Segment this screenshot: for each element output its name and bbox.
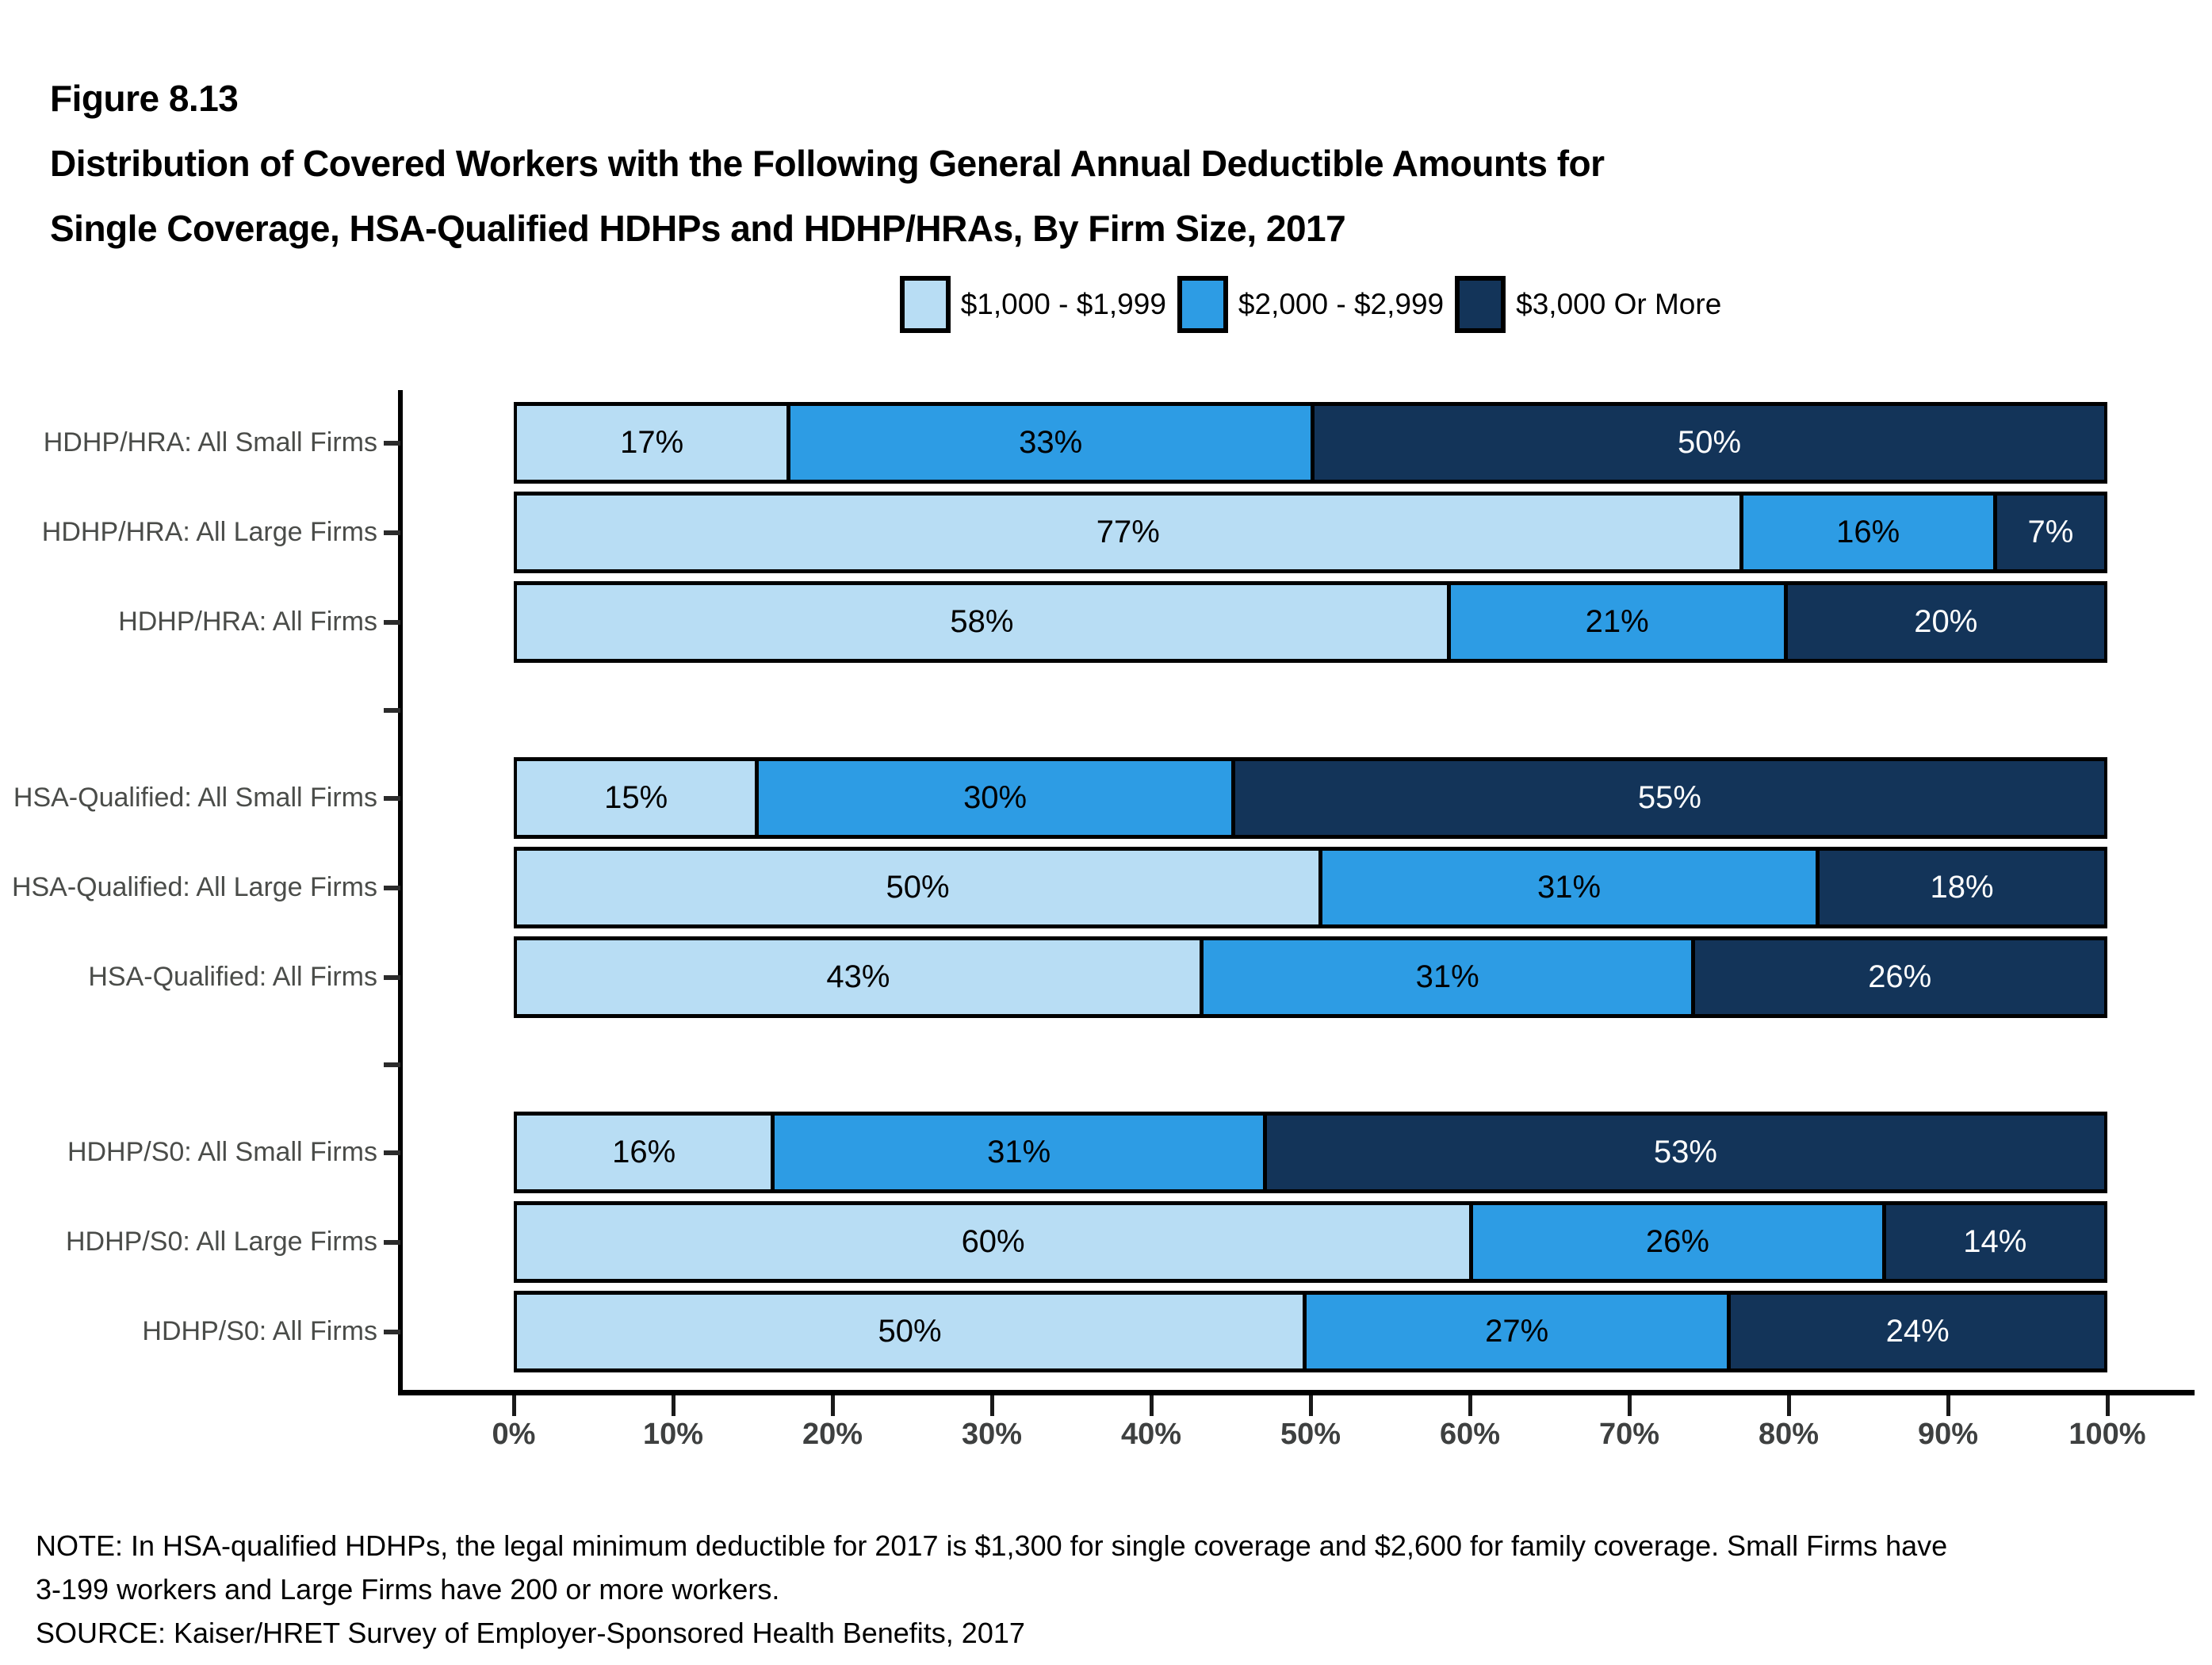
x-axis-tick: [672, 1395, 675, 1416]
segment-value-label: 18%: [1930, 870, 1994, 905]
bar-segment: [517, 406, 786, 480]
y-axis-tick: [384, 1240, 400, 1245]
segment-value-label: 30%: [963, 780, 1028, 815]
segment-value-label: 31%: [1415, 959, 1479, 994]
segment-value-label: 20%: [1914, 604, 1978, 639]
bar-segment: [1263, 1116, 2104, 1189]
x-axis-tick-label: 70%: [1598, 1418, 1660, 1451]
y-axis-gap-tick: [384, 1062, 400, 1067]
row-label: HSA-Qualified: All Firms: [88, 962, 377, 992]
segment-value-label: 24%: [1885, 1314, 1950, 1349]
bar-segment: [517, 1116, 771, 1189]
segment-value-label: 31%: [1537, 870, 1602, 905]
x-axis-tick: [1628, 1395, 1632, 1416]
stacked-bar: [514, 1201, 2107, 1283]
stacked-bar: [514, 1112, 2107, 1193]
figure-number: Figure 8.13: [50, 78, 239, 119]
bar-segment: [755, 761, 1231, 835]
segment-value-label: 31%: [987, 1135, 1051, 1169]
x-axis-tick: [831, 1395, 835, 1416]
y-axis-tick: [384, 620, 400, 625]
stacked-bar: [514, 847, 2107, 928]
x-axis-tick: [1468, 1395, 1472, 1416]
y-axis-tick: [384, 530, 400, 535]
segment-value-label: 50%: [886, 870, 950, 905]
segment-value-label: 50%: [878, 1314, 942, 1349]
segment-value-label: 58%: [950, 604, 1014, 639]
bar-segment: [1816, 851, 2104, 924]
bar-segment: [786, 406, 1311, 480]
legend-label: $2,000 - $2,999: [1238, 288, 1445, 320]
notes-block: [36, 1524, 1947, 1655]
y-axis-tick: [384, 886, 400, 890]
bar-segment: [1727, 1295, 2104, 1368]
segment-value-label: 17%: [620, 425, 684, 460]
row-label: HDHP/HRA: All Small Firms: [43, 427, 377, 457]
x-axis-line: [398, 1390, 2195, 1395]
bar-segment: [517, 761, 755, 835]
row-label: HDHP/S0: All Large Firms: [66, 1227, 377, 1257]
segment-value-label: 16%: [1836, 515, 1900, 549]
bar-segment: [1882, 1205, 2104, 1279]
stacked-bar: [514, 1291, 2107, 1372]
stacked-bar: [514, 936, 2107, 1018]
legend-label: $3,000 Or More: [1516, 288, 1722, 320]
segment-value-label: 16%: [612, 1135, 676, 1169]
bar-segment: [517, 585, 1447, 659]
row-label: HSA-Qualified: All Large Firms: [11, 872, 377, 902]
bar-segment: [1231, 761, 2104, 835]
source-line: SOURCE: Kaiser/HRET Survey of Employer-Sponsored Health Benefits, 2017: [36, 1617, 1025, 1649]
bar-segment: [517, 940, 1200, 1014]
segment-value-label: 50%: [1677, 425, 1742, 460]
segment-value-label: 27%: [1485, 1314, 1549, 1349]
x-axis-tick: [1150, 1395, 1154, 1416]
segment-value-label: 43%: [826, 959, 890, 994]
x-axis-tick: [1309, 1395, 1313, 1416]
stacked-bar: [514, 492, 2107, 573]
bar-segment: [1303, 1295, 1727, 1368]
stacked-bar: [514, 581, 2107, 663]
bar-segment: [1311, 406, 2104, 480]
bar-segment: [1447, 585, 1784, 659]
bar-segment: [1993, 496, 2104, 569]
bar-segment: [771, 1116, 1263, 1189]
x-axis-tick: [1946, 1395, 1950, 1416]
segment-value-label: 26%: [1645, 1224, 1709, 1259]
note-line-2: 3-199 workers and Large Firms have 200 or more workers.: [36, 1573, 780, 1606]
figure-title-line-1: Distribution of Covered Workers with the Following General Annual Deductible Amounts for: [50, 143, 1605, 184]
bar-segment: [517, 496, 1739, 569]
row-label: HDHP/HRA: All Large Firms: [41, 517, 377, 547]
x-axis-tick-label: 100%: [2068, 1418, 2146, 1451]
stacked-bar: [514, 757, 2107, 839]
bar-segment: [1469, 1205, 1882, 1279]
x-axis-tick-label: 60%: [1439, 1418, 1501, 1451]
segment-value-label: 55%: [1637, 780, 1701, 815]
segment-value-label: 21%: [1585, 604, 1649, 639]
row-label: HDHP/HRA: All Firms: [118, 607, 377, 637]
bar-segment: [1318, 851, 1816, 924]
y-axis-tick: [384, 441, 400, 446]
segment-value-label: 26%: [1868, 959, 1932, 994]
bar-segment: [1200, 940, 1692, 1014]
y-axis-gap-tick: [384, 708, 400, 713]
stacked-bar: [514, 402, 2107, 484]
note-line-1: NOTE: In HSA-qualified HDHPs, the legal minimum deductible for 2017 is $1,300 for single coverage and $2,600 for family coverage. Small Firms have: [36, 1529, 1948, 1562]
segment-value-label: 53%: [1653, 1135, 1717, 1169]
x-axis-tick: [512, 1395, 516, 1416]
segment-value-label: 33%: [1019, 425, 1083, 460]
bar-segment: [517, 1295, 1303, 1368]
segment-value-label: 77%: [1096, 515, 1160, 549]
x-axis-tick-label: 50%: [1280, 1418, 1341, 1451]
legend-label: $1,000 - $1,999: [960, 288, 1166, 320]
bar-segment: [517, 851, 1318, 924]
x-axis-tick-label: 30%: [961, 1418, 1023, 1451]
x-axis-tick-label: 0%: [492, 1418, 536, 1451]
segment-value-label: 15%: [604, 780, 668, 815]
x-axis-tick: [2106, 1395, 2110, 1416]
row-label: HDHP/S0: All Small Firms: [67, 1137, 377, 1167]
x-axis-tick-label: 40%: [1120, 1418, 1182, 1451]
y-axis-tick: [384, 1330, 400, 1334]
segment-value-label: 60%: [961, 1224, 1025, 1259]
x-axis-tick-label: 20%: [802, 1418, 863, 1451]
y-axis-tick: [384, 975, 400, 980]
row-label: HDHP/S0: All Firms: [142, 1316, 377, 1346]
bar-segment: [1784, 585, 2104, 659]
segment-value-label: 7%: [2027, 515, 2074, 549]
x-axis-tick-label: 10%: [642, 1418, 704, 1451]
bar-segment: [1739, 496, 1993, 569]
x-axis-tick-label: 80%: [1758, 1418, 1820, 1451]
row-label: HSA-Qualified: All Small Firms: [13, 783, 377, 813]
x-axis-tick: [1787, 1395, 1791, 1416]
x-axis-tick: [990, 1395, 994, 1416]
segment-value-label: 14%: [1963, 1224, 2027, 1259]
figure-title-line-2: Single Coverage, HSA-Qualified HDHPs and HDHP/HRAs, By Firm Size, 2017: [50, 208, 1346, 249]
y-axis-tick: [384, 796, 400, 801]
bar-segment: [517, 1205, 1469, 1279]
y-axis-tick: [384, 1150, 400, 1155]
x-axis-tick-label: 90%: [1917, 1418, 1979, 1451]
bar-segment: [1691, 940, 2104, 1014]
